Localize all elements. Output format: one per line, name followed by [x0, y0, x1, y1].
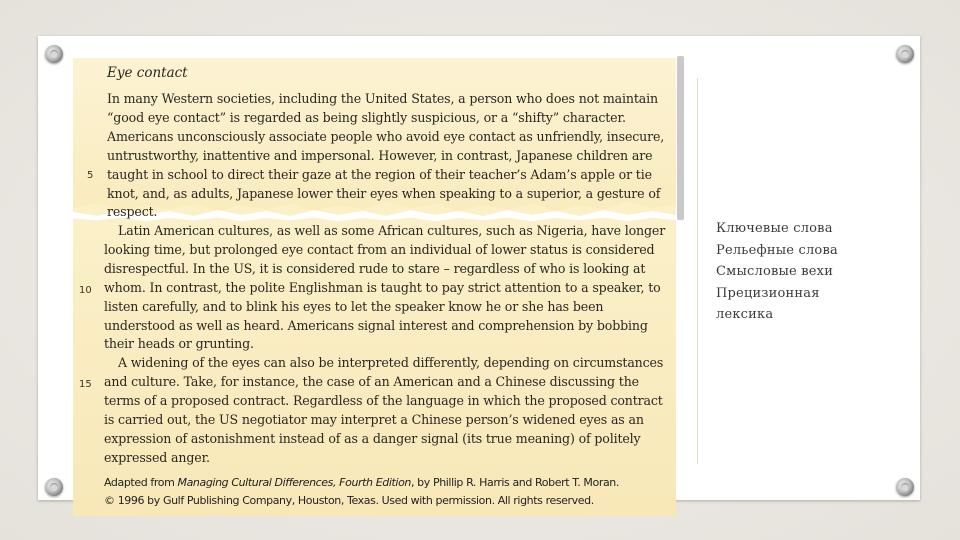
pushpin-icon	[45, 45, 63, 63]
keyword-item: Прецизионная	[716, 285, 820, 301]
credit-line-2: © 1996 by Gulf Publishing Company, Houston, Texas. Used with permission. All rights reserved.	[104, 494, 594, 507]
scrollbar[interactable]	[677, 56, 684, 220]
keywords-list	[716, 218, 838, 326]
pushpin-icon	[896, 45, 914, 63]
line-number: 5	[87, 170, 94, 181]
credit-line-1	[104, 474, 669, 492]
paragraph-2: Latin American cultures, as well as some African cultures, such as Nigeria, have longer looking time, but prolonged eye contact from an individual of lower status is considered disrespectful. In the US, it is considered rude to stare – regardless of who is looking at whom. In contrast, the polite Englishman is taught to pay strict attention to a speaker, to listen carefully, and to blink his eyes to let the speaker know he or she has been understood as well as heard. Americans signal interest and comprehension by bobbing their heads or grunting.	[104, 223, 666, 352]
paragraph-3: A widening of the eyes can also be interpreted differently, depending on circumstances and culture. Take, for instance, the case of an American and a Chinese discussing the terms of a proposed contract. Regardless of the language in which the proposed contract is carried out, the US negotiator may interpret a Chinese person’s widened eyes as an expression of astonishment instead of as a danger signal (its true meaning) of politely expressed anger.	[104, 355, 664, 465]
source-credit	[104, 474, 669, 510]
textbook-excerpt	[73, 58, 676, 516]
credit-suffix: , by Phillip R. Harris and Robert T. Moran.	[410, 476, 619, 489]
excerpt-heading: Eye contact	[107, 65, 188, 81]
divider-line	[697, 78, 698, 464]
keyword-item: Ключевые слова	[716, 221, 833, 236]
keyword-item: Смысловые вехи	[716, 264, 834, 280]
credit-prefix: Adapted from	[104, 476, 178, 489]
keyword-item: лексика	[716, 307, 774, 323]
pushpin-icon	[896, 478, 914, 496]
paragraphs-2-3	[104, 222, 669, 468]
paragraph-1: In many Western societies, including the United States, a person who does not maintain “good eye contact” is regarded as being slightly suspicious, or a “shifty” character. Americans unconsciously associate people who avoid eye contact as unfriendly, insecure, untrustworthy, inattentive and impersonal. However, in contrast, Japanese children are taught in school to direct their gaze at the region of their teacher’s Adam’s apple or tie knot, and, as adults, Japanese lower their eyes when speaking to a superior, a gesture of respect.	[107, 91, 665, 220]
pushpin-icon	[45, 478, 63, 496]
line-number: 10	[79, 285, 92, 296]
line-number: 15	[79, 379, 92, 390]
keyword-item: Рельефные слова	[716, 242, 838, 258]
credit-book-title: Managing Cultural Differences, Fourth Edition	[177, 476, 411, 489]
